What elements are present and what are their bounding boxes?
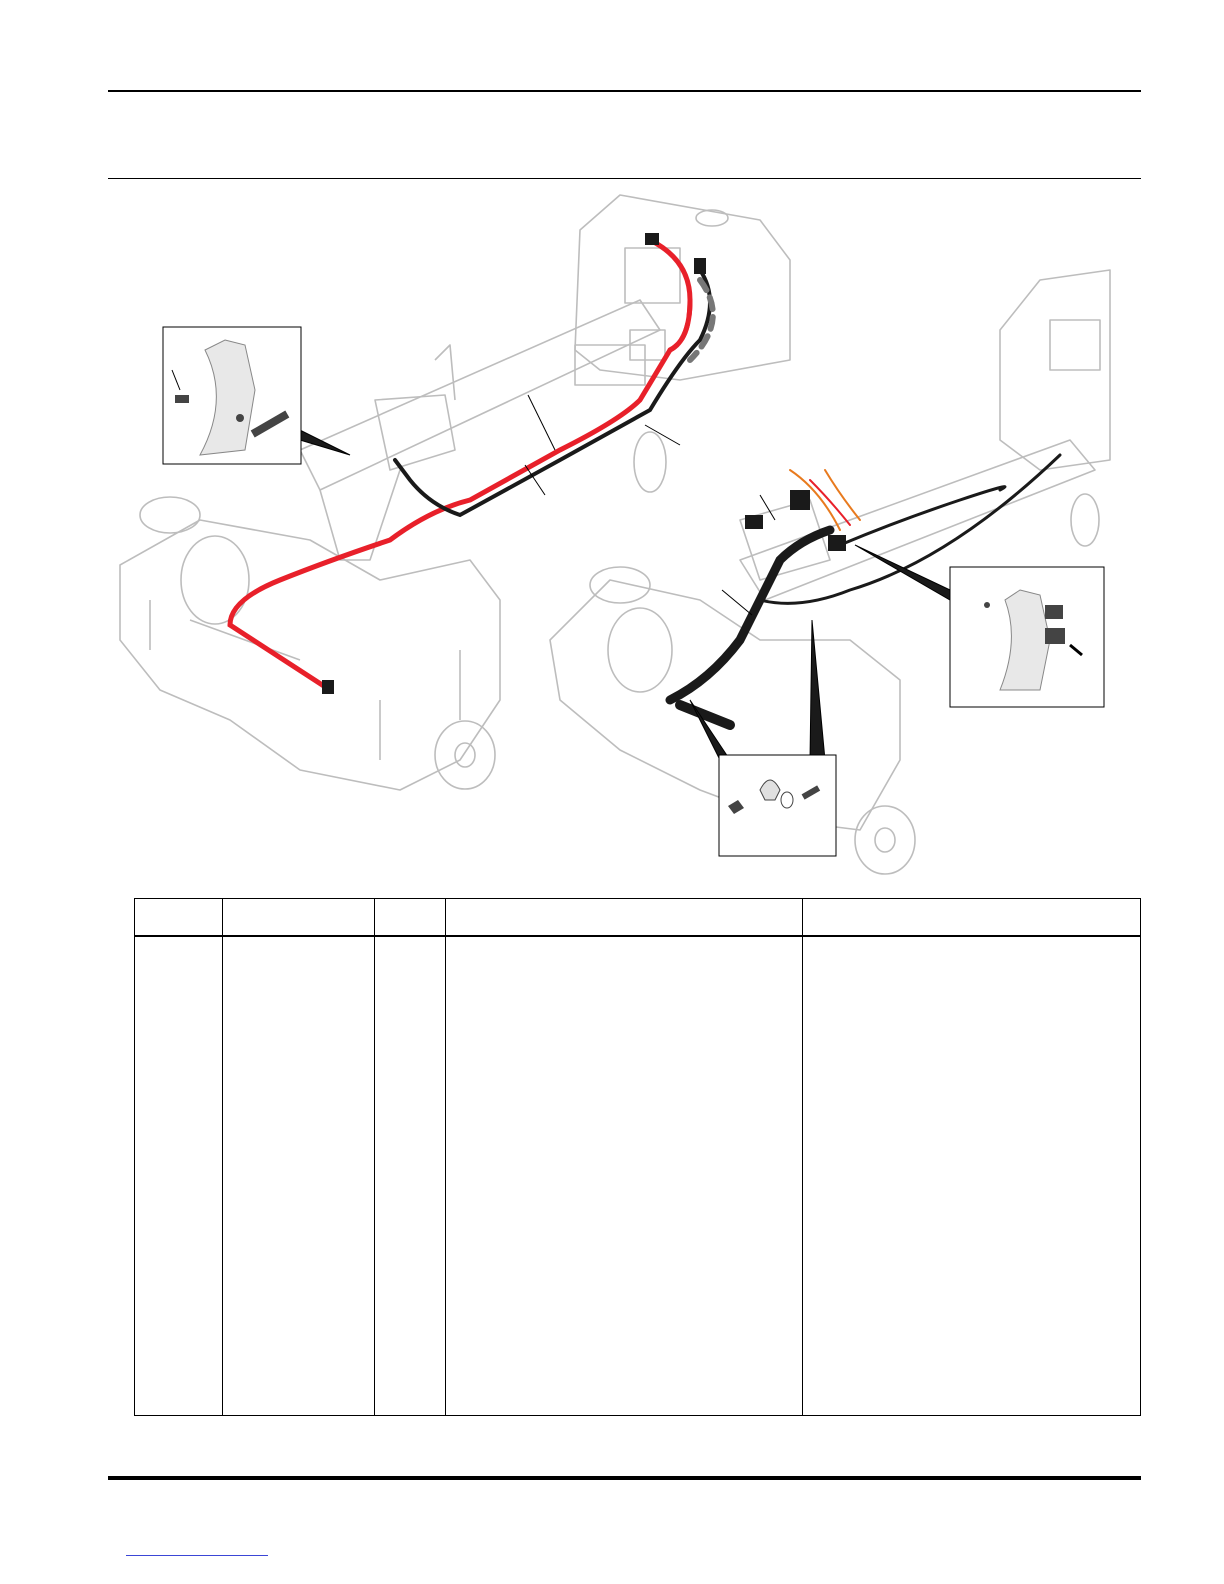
col-header-5 xyxy=(803,899,1141,937)
parts-table-header-row xyxy=(135,899,1141,937)
parts-table-body xyxy=(135,936,1141,1416)
detail-inset-right xyxy=(950,567,1104,707)
table-cell xyxy=(135,936,223,1416)
detail-inset-left xyxy=(163,327,301,464)
left-cable-routing xyxy=(230,233,713,694)
table-cell xyxy=(446,936,803,1416)
col-header-4 xyxy=(446,899,803,937)
detail-inset-bottom xyxy=(719,755,836,856)
footer-rule xyxy=(108,1476,1141,1480)
subheader-rule xyxy=(108,178,1141,179)
col-header-1 xyxy=(135,899,223,937)
col-header-3 xyxy=(375,899,446,937)
table-cell xyxy=(803,936,1141,1416)
callout-leaders xyxy=(300,395,950,760)
table-cell xyxy=(375,936,446,1416)
parts-table xyxy=(134,898,1141,1416)
wiring-harness-diagram xyxy=(108,185,1118,885)
table-cell xyxy=(223,936,375,1416)
header-rule xyxy=(108,90,1141,92)
footer-link-underline[interactable] xyxy=(126,1555,268,1556)
col-header-2 xyxy=(223,899,375,937)
